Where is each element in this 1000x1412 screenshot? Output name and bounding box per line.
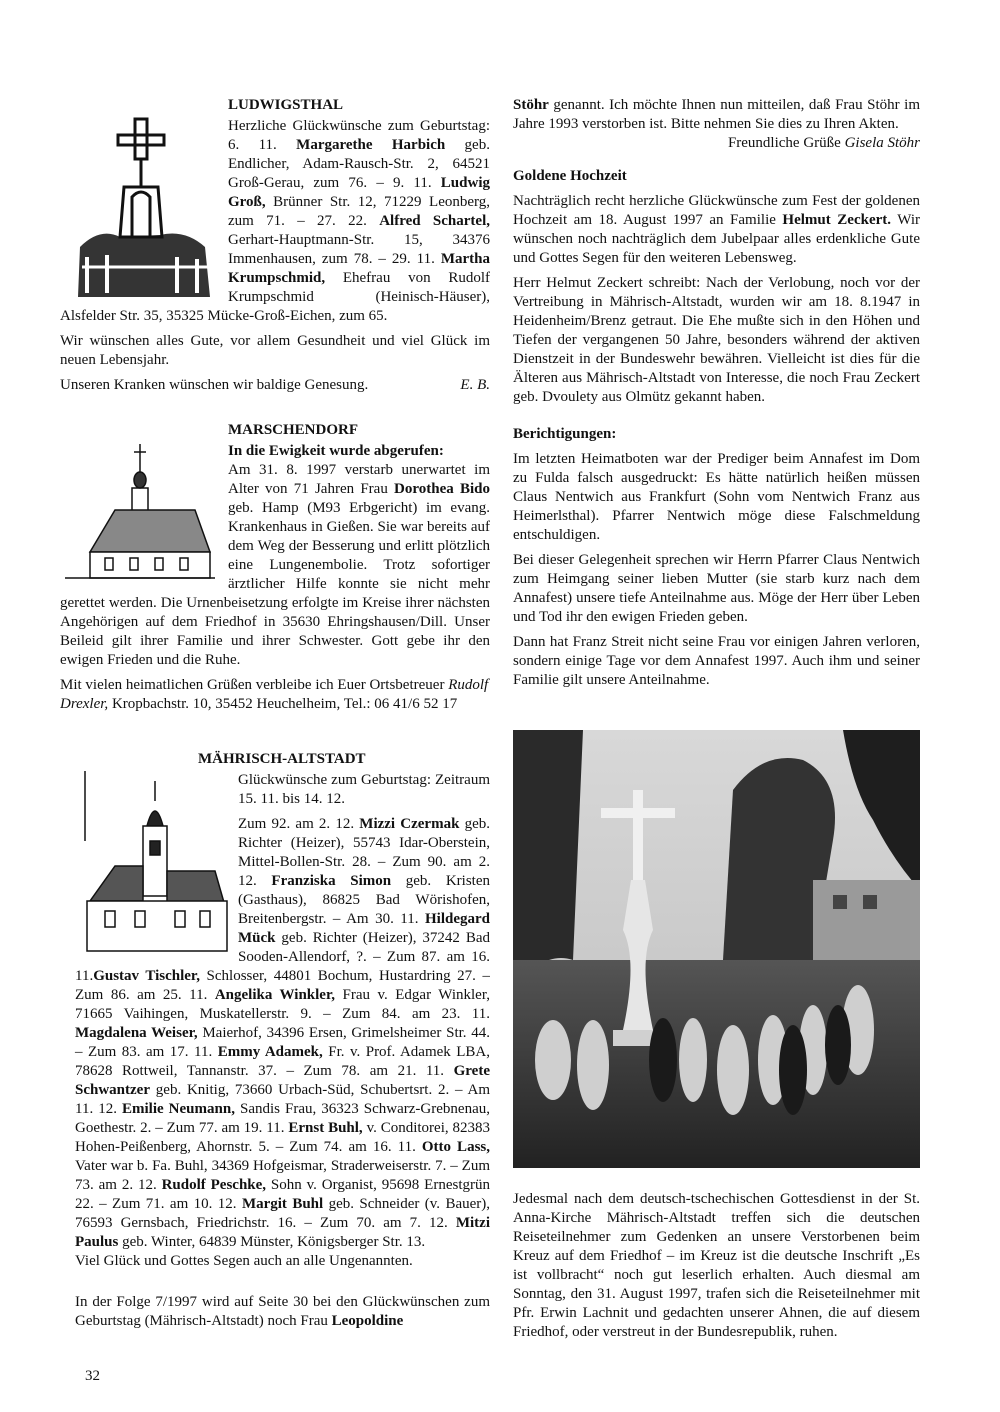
text-run: geb. Endlicher, Adam-Rausch-Str. 2, 64521 Groß-Gerau, zum 76. – 9. 11. bbox=[228, 137, 490, 191]
closing-line bbox=[60, 376, 490, 395]
golden-wedding-heading: Goldene Hochzeit bbox=[513, 168, 627, 184]
bold-name: Margit Buhl bbox=[241, 1196, 324, 1212]
text-run: Bei dieser Gelegenheit sprechen wir Herrn Pfarrer Claus Nentwich zum Heimgang seiner lieben Mutter (sie starb kurz nach dem Annafest) unsere tiefe Anteilnahme aus. Möge der Herr über Leben und Tod ihr den ewigen Frieden geben. bbox=[513, 552, 920, 625]
text-run: geb. Richter (Heizer), 55743 Idar-Oberstein, Mittel-Bollen-Str. 28. – Zum 90. am 2. 12. bbox=[238, 816, 490, 889]
bold-name: Emilie Neumann, bbox=[122, 1101, 235, 1117]
bold-name: Helmut Zeckert. bbox=[782, 212, 891, 228]
correction-paragraph bbox=[513, 633, 920, 690]
section-heading: MARSCHENDORF bbox=[228, 422, 358, 438]
text-run: Viel Glück und Gottes Segen auch an alle Ungenannten. bbox=[75, 1253, 413, 1269]
text-run: Brünner Str. 12, 71229 Leonberg, zum 71. – 27. 22. bbox=[228, 194, 490, 229]
bold-name: Emmy Adamek, bbox=[217, 1044, 323, 1060]
section-heading: LUDWIGSTHAL bbox=[228, 97, 344, 113]
text-run: Herzliche Glückwünsche zum Geburtstag: 6. 11. bbox=[228, 118, 490, 153]
italic-text: Rudolf Drexler, bbox=[60, 677, 489, 712]
text-run: geb. Kristen (Gasthaus), 86825 Bad Wörishofen, Breitenbergstr. – Am 30. 11. bbox=[238, 873, 490, 927]
bold-name: Margarethe Harbich bbox=[296, 137, 446, 153]
text-run: geb. Richter (Heizer), 37242 Bad Sooden-Allendorf, ?. – Zum 87. am 16. 11. bbox=[75, 930, 490, 984]
obituary-subheading: In die Ewigkeit wurde abgerufen: bbox=[228, 443, 444, 459]
church-tower-illustration bbox=[75, 771, 238, 956]
text-run: Gerhart-Hauptmann-Str. 15, 34376 Immenhausen, zum 78. – 29. 11. bbox=[228, 232, 490, 267]
text-run: Kropbachstr. 10, 35452 Heuchelheim, Tel.: 06 41/6 52 17 bbox=[108, 696, 458, 712]
text-run: Wir wünschen noch nachträglich dem Jubelpaar alles erdenkliche Gute und Gottes Segen für den weiteren Lebensweg. bbox=[513, 212, 920, 266]
text-run: genannt. Ich möchte Ihnen nun mitteilen, daß Frau Stöhr im Jahre 1993 verstorben ist. Bitte nehmen Sie dies zu Ihren Akten. bbox=[513, 97, 920, 132]
golden-wedding-paragraph bbox=[513, 192, 920, 268]
bold-name: Franziska Simon bbox=[271, 873, 392, 889]
text-run: Vater war b. Fa. Buhl, 34369 Hofgeismar, Straderweiserstr. 7. – Zum 73. am 2. 12. bbox=[75, 1158, 490, 1193]
photo-caption bbox=[513, 1190, 920, 1342]
correction-paragraph bbox=[513, 551, 920, 627]
section-maehrisch-altstadt bbox=[60, 750, 490, 1337]
text-run: geb. Hamp (M93 Erbgericht) im evang. Krankenhaus in Gießen. Sie war bereits auf dem Weg der Besserung und erlitt plötzlich eine Lungenembolie. Trotz sofortiger ärztlicher Hilfe konnte sie nicht mehr gerettet werden. Die Urnenbeisetzung erfolgte im Kreise ihrer nächsten Angehörigen auf dem Friedhof in 35630 Ehringshausen/Dill. Unser Beileid gilt ihrer Familie und ihrer Schwester. Gott gebe ihr den ewigen Frieden und die Ruhe. bbox=[60, 500, 490, 668]
left-column bbox=[60, 96, 490, 1386]
text-run: Maierhof, 34396 Ersen, Grimelsheimer Str. 44. – Zum 83. am 17. 11. bbox=[75, 1025, 490, 1060]
wayside-cross-illustration bbox=[60, 117, 228, 299]
text-run: Im letzten Heimatboten war der Prediger beim Annafest im Dom zu Fulda falsch ausgedruckt: Es hätte natürlich heißen müssen Claus Nentwich aus Frankfurt (Sohn vom Nentwich Franz aus Heimerlsthal). Pfarrer Nentwich möge diese Falschmeldung entschuldigen. bbox=[513, 451, 920, 543]
section-heading: MÄHRISCH-ALTSTADT bbox=[198, 751, 366, 767]
section-ludwigsthal bbox=[60, 96, 490, 395]
text-run: Frau v. Edgar Winkler, 71665 Vaihingen, Muskatellerstr. 9. – Zum 84. am 23. 11. bbox=[75, 987, 490, 1022]
bold-name: Alfred Schartel, bbox=[379, 213, 490, 229]
golden-wedding-paragraph bbox=[513, 274, 920, 407]
text-run: v. Conditorei, 82383 Hohen-Peißenberg, Ahornstr. 5. – Zum 74. am 16. 11. bbox=[75, 1120, 490, 1155]
greeting-name: Gisela Stöhr bbox=[844, 135, 920, 151]
bold-name: Stöhr bbox=[513, 97, 549, 113]
bold-name: Martha Krumpschmid, bbox=[228, 251, 490, 286]
signoff-paragraph bbox=[60, 676, 490, 714]
wishes-paragraph bbox=[60, 332, 490, 370]
bold-name: Grete Schwantzer bbox=[75, 1063, 490, 1098]
cemetery-photo bbox=[513, 730, 920, 1168]
text-run: Dann hat Franz Streit nicht seine Frau vor einigen Jahren verloren, sondern einige Tage vor dem Annafest 1997. Auch ihm und seiner Familie gilt unsere Anteilnahme. bbox=[513, 634, 920, 688]
text-run: Herr Helmut Zeckert schreibt: Nach der Verlobung, noch vor der Vertreibung in Mährisch-Altstadt, wurden wir am 18. 8.1947 in Heidenheim/Brenz getraut. Die Ehe mußte sich in den Höhen und Tiefen der vergangenen 50 Jahre, besonders während der aktiven Dienstzeit in der Bundeswehr bewähren. Vielleicht ist dies für die Älteren aus Mährisch-Altstadt von Interesse, die noch Frau Zeckert geb. Dvoulety aus Olmütz gekannt haben. bbox=[513, 275, 920, 405]
text-run: Jedesmal nach dem deutsch-tschechischen Gottesdienst in der St. Anna-Kirche Mährisch-Altstadt treffen sich die deutschen Reiseteilnehmer zum Gedenken an unsere Verstorbenen beim Kreuz auf dem Friedhof – im Kreuz ist die deutsche Inschrift „Es ist vollbracht“ noch gut leserlich erhalten. Auch diesmal am Sonntag, den 31. August 1997, trafen sich die Reiseteilnehmer mit Pfr. Erwin Lachnit und gedachten unserer Ahnen, die auf diesem Friedhof, oder verstreut in der Bundesrepublik, ruhen. bbox=[513, 1191, 920, 1340]
bold-name: Otto Lass, bbox=[421, 1139, 490, 1155]
text-run: In der Folge 7/1997 wird auf Seite 30 bei den Glückwünschen zum Geburtstag (Mährisch-Altstadt) noch Frau bbox=[75, 1294, 490, 1329]
correction-paragraph bbox=[75, 1293, 490, 1331]
bold-name: Ludwig Groß, bbox=[228, 175, 490, 210]
bold-name: Magdalena Weiser, bbox=[75, 1025, 198, 1041]
bold-name: Hildegard Mück bbox=[238, 911, 490, 946]
section-marschendorf bbox=[60, 421, 490, 720]
right-column bbox=[513, 96, 920, 1348]
bold-name: Mizzi Czermak bbox=[359, 816, 460, 832]
text-run: Schlosser, 44801 Bochum, Hustardring 27. – Zum 86. am 25. 11. bbox=[75, 968, 490, 1003]
bold-name: Leopoldine bbox=[331, 1313, 404, 1329]
bold-name: Mitzi Paulus bbox=[75, 1215, 490, 1250]
bold-name: Dorothea Bido bbox=[394, 481, 490, 497]
text-run: Ehefrau von Rudolf Krumpschmid (Heinisch-Häuser), Alsfelder Str. 35, 35325 Mücke-Groß-Eichen, zum 65. bbox=[60, 270, 490, 324]
continuation-paragraph bbox=[513, 96, 920, 134]
text-run: Nachträglich recht herzliche Glückwünsche zum Fest der goldenen Hochzeit am 18. August 1997 an Familie bbox=[513, 193, 920, 228]
bold-name: Rudolf Peschke, bbox=[161, 1177, 267, 1193]
page-number: 32 bbox=[85, 1368, 100, 1384]
church-illustration bbox=[60, 442, 228, 582]
greeting-text: Freundliche Grüße bbox=[727, 135, 841, 151]
text-run: geb. Knitig, 73660 Urbach-Süd, Schubertsrt. 2. – Am 11. 12. bbox=[75, 1082, 490, 1117]
text-run: Wir wünschen alles Gute, vor allem Gesundheit und viel Glück im neuen Lebensjahr. bbox=[60, 333, 490, 368]
text-run: Mit vielen heimatlichen Grüßen verbleibe ich Euer Ortsbetreuer bbox=[60, 677, 449, 693]
text-run: Zum 92. am 2. 12. bbox=[238, 816, 360, 832]
text-run: Glückwünsche zum Geburtstag: Zeitraum 15. 11. bis 14. 12. bbox=[238, 772, 490, 807]
bold-name: Angelika Winkler, bbox=[214, 987, 335, 1003]
bold-name: Ernst Buhl, bbox=[288, 1120, 363, 1136]
bold-name: Gustav Tischler, bbox=[93, 968, 200, 984]
signature: E. B. bbox=[460, 377, 490, 393]
correction-paragraph bbox=[513, 450, 920, 545]
text-run: geb. Winter, 64839 Münster, Königsberger Str. 13. bbox=[118, 1234, 426, 1250]
text-run: Am 31. 8. 1997 verstarb unerwartet im Alter von 71 Jahren Frau bbox=[228, 462, 490, 497]
closing-text: Unseren Kranken wünschen wir baldige Genesung. bbox=[60, 377, 369, 393]
text-run: Sandis Frau, 36323 Schwarz-Grebnenau, Goethestr. 2. – Zum 77. am 19. 11. bbox=[75, 1101, 490, 1136]
greeting-line bbox=[513, 134, 920, 153]
text-run: geb. Schneider (v. Bauer), 76593 Gernsbach, Friedrichstr. 16. – Zum 70. am 7. 12. bbox=[75, 1196, 490, 1231]
text-run: Fr. v. Prof. Adamek LBA, 78628 Rottweil, Tannanstr. 37. – Zum 78. am 21. 11. bbox=[75, 1044, 490, 1079]
corrections-heading: Berichtigungen: bbox=[513, 426, 617, 442]
text-run: Sohn v. Organist, 95698 Ernestgrün 22. – Zum 71. am 10. 12. bbox=[75, 1177, 490, 1212]
wishes-paragraph bbox=[75, 1252, 490, 1271]
